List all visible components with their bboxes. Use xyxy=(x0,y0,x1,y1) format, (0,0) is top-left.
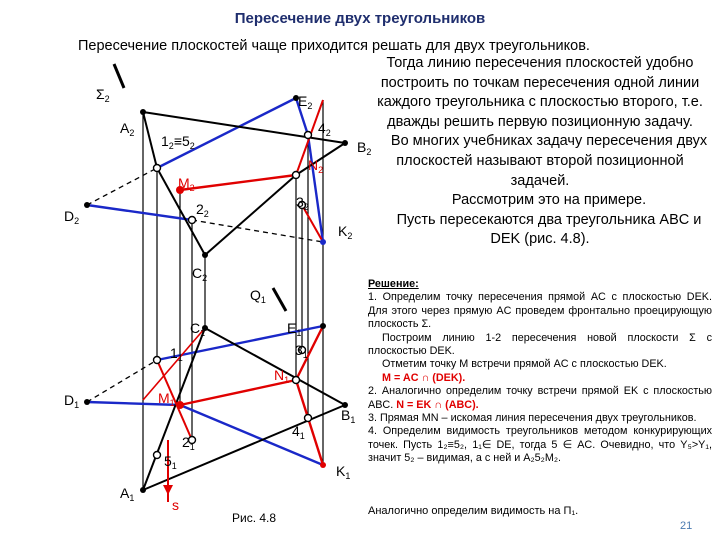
vertex-k2 xyxy=(320,239,326,245)
label-1-5-2: $1_2\equiv 5_2$ xyxy=(161,133,195,151)
point-1-2 xyxy=(154,165,161,172)
solution-step-text: 2. Аналогично определим точку встречи прямой EK с плоскостью ABC. xyxy=(368,385,712,411)
solution-formula: M = AC ∩ (DEK). xyxy=(382,371,466,384)
vertex-a1 xyxy=(140,487,146,493)
label-2-1: $2_1$ xyxy=(182,434,195,452)
label-a2: $A_2$ xyxy=(120,120,135,138)
vertex-d2 xyxy=(84,202,90,208)
label-n1: $N_1$ xyxy=(274,367,290,385)
edge-a1-b1 xyxy=(143,405,345,490)
point-4-2 xyxy=(305,132,312,139)
label-n2: $N_2$ xyxy=(308,157,324,175)
explanation-paragraph: Рассмотрим это на примере. xyxy=(451,192,647,209)
edge-n1-k1 xyxy=(296,380,323,465)
slide-title: Пересечение двух треугольников xyxy=(234,10,486,27)
vertex-k1 xyxy=(320,462,326,468)
label-4-2: $4_2$ xyxy=(318,120,331,138)
explanation-paragraph: Тогда линию пересечения плоскостей удобно построить по точкам пересечения одной линии каждого треугольника с плоскостью второго, т.е. дважды решить первую позиционную задачу. xyxy=(377,55,703,130)
explanation-paragraph: Пусть пересекаются два треугольника ABC и DEK (рис. 4.8). xyxy=(396,211,702,248)
label-d1: $D_1$ xyxy=(64,392,80,410)
label-e1: $E_1$ xyxy=(287,320,302,338)
point-n-1 xyxy=(293,377,300,384)
point-4-1 xyxy=(305,415,312,422)
solution-step: 4. Определим видимость треугольников методом конкурирующих точек. Пусть 1₂≡5₂, 1₁∈ DE, тогда 5 ∈ AC. Очевидно, что Y₅>Y₁, значит 5₂ – видимая, а с ней и A₂5₂M₂. xyxy=(368,425,712,465)
point-m1 xyxy=(176,401,184,409)
vertex-a2 xyxy=(140,109,146,115)
label-4-1: $4_1$ xyxy=(292,423,305,441)
vertex-c2 xyxy=(202,252,208,258)
label-b1: $B_1$ xyxy=(341,407,356,425)
label-5-1: $5_1$ xyxy=(164,453,177,471)
label-3-2: $3_2$ xyxy=(296,194,309,212)
line-mn-top xyxy=(180,380,296,405)
label-m1: $M_1$ xyxy=(158,390,175,408)
solution-step: 1. Определим точку пересечения прямой AC с плоскостью DEK. Для этого через прямую AC проведем фронтально проецирующую плоскость Σ. xyxy=(368,291,712,331)
edge-2-k2-hidden xyxy=(192,220,323,242)
vertex-d1 xyxy=(84,399,90,405)
solution-step: Отметим точку M встречи прямой AC с плоскостью DEK. xyxy=(382,358,667,371)
label-sigma: $\Sigma_2$ xyxy=(96,86,110,104)
edge-n2-c2 xyxy=(205,175,296,255)
label-3-1: $3_1$ xyxy=(295,342,308,360)
page-number: 21 xyxy=(680,520,693,532)
label-a1: $A_1$ xyxy=(120,485,135,503)
edge-d2-1-hidden xyxy=(87,168,157,205)
solution-heading: Решение: xyxy=(368,278,419,290)
label-d2: $D_2$ xyxy=(64,208,80,226)
intro-text: Пересечение плоскостей чаще приходится решать для двух треугольников. xyxy=(78,38,590,54)
vertex-b2 xyxy=(342,140,348,146)
solution-last-line: Аналогично определим видимость на П₁. xyxy=(368,505,579,517)
label-k2: $K_2$ xyxy=(338,223,353,241)
label-e2: $E_2$ xyxy=(298,93,313,111)
label-b2: $B_2$ xyxy=(357,139,372,157)
label-k1: $K_1$ xyxy=(336,463,351,481)
q-trace xyxy=(273,288,286,311)
sigma-trace xyxy=(114,64,124,88)
solution-step: 3. Прямая MN – искомая линия пересечения двух треугольников. xyxy=(368,412,697,425)
point-n-2 xyxy=(293,172,300,179)
solution-step: Построим линию 1-2 пересечения новой плоскости Σ с плоскостью DEK. xyxy=(368,331,712,358)
edge-d2-2 xyxy=(87,205,192,220)
label-c1: $C_1$ xyxy=(190,320,206,338)
label-2-2: $2_2$ xyxy=(196,201,209,219)
figure-labels xyxy=(64,86,371,513)
label-1-1: $1_1$ xyxy=(170,345,183,363)
label-s: s xyxy=(172,497,179,513)
triangle-dek-top xyxy=(87,326,323,465)
point-1-1 xyxy=(154,357,161,364)
explanation-paragraph: Во многих учебниках задачу пересечения двух плоскостей называют второй позиционной задачей. xyxy=(390,133,708,189)
point-5-1 xyxy=(154,452,161,459)
label-m2: $M_2$ xyxy=(178,175,195,193)
point-2-2 xyxy=(189,217,196,224)
edge-4-k2 xyxy=(308,135,323,242)
line-mn-front xyxy=(180,175,296,190)
s-trace-arrow-icon xyxy=(163,485,173,495)
red-line-top-aux xyxy=(143,328,205,400)
edge-a2-5 xyxy=(143,112,157,168)
label-q1: $Q_1$ xyxy=(250,287,266,305)
vertex-e1 xyxy=(320,323,326,329)
figure-caption: Рис. 4.8 xyxy=(232,511,277,525)
solution-formula: N = EK ∩ (ABC). xyxy=(396,398,479,411)
label-c2: $C_2$ xyxy=(192,265,208,283)
